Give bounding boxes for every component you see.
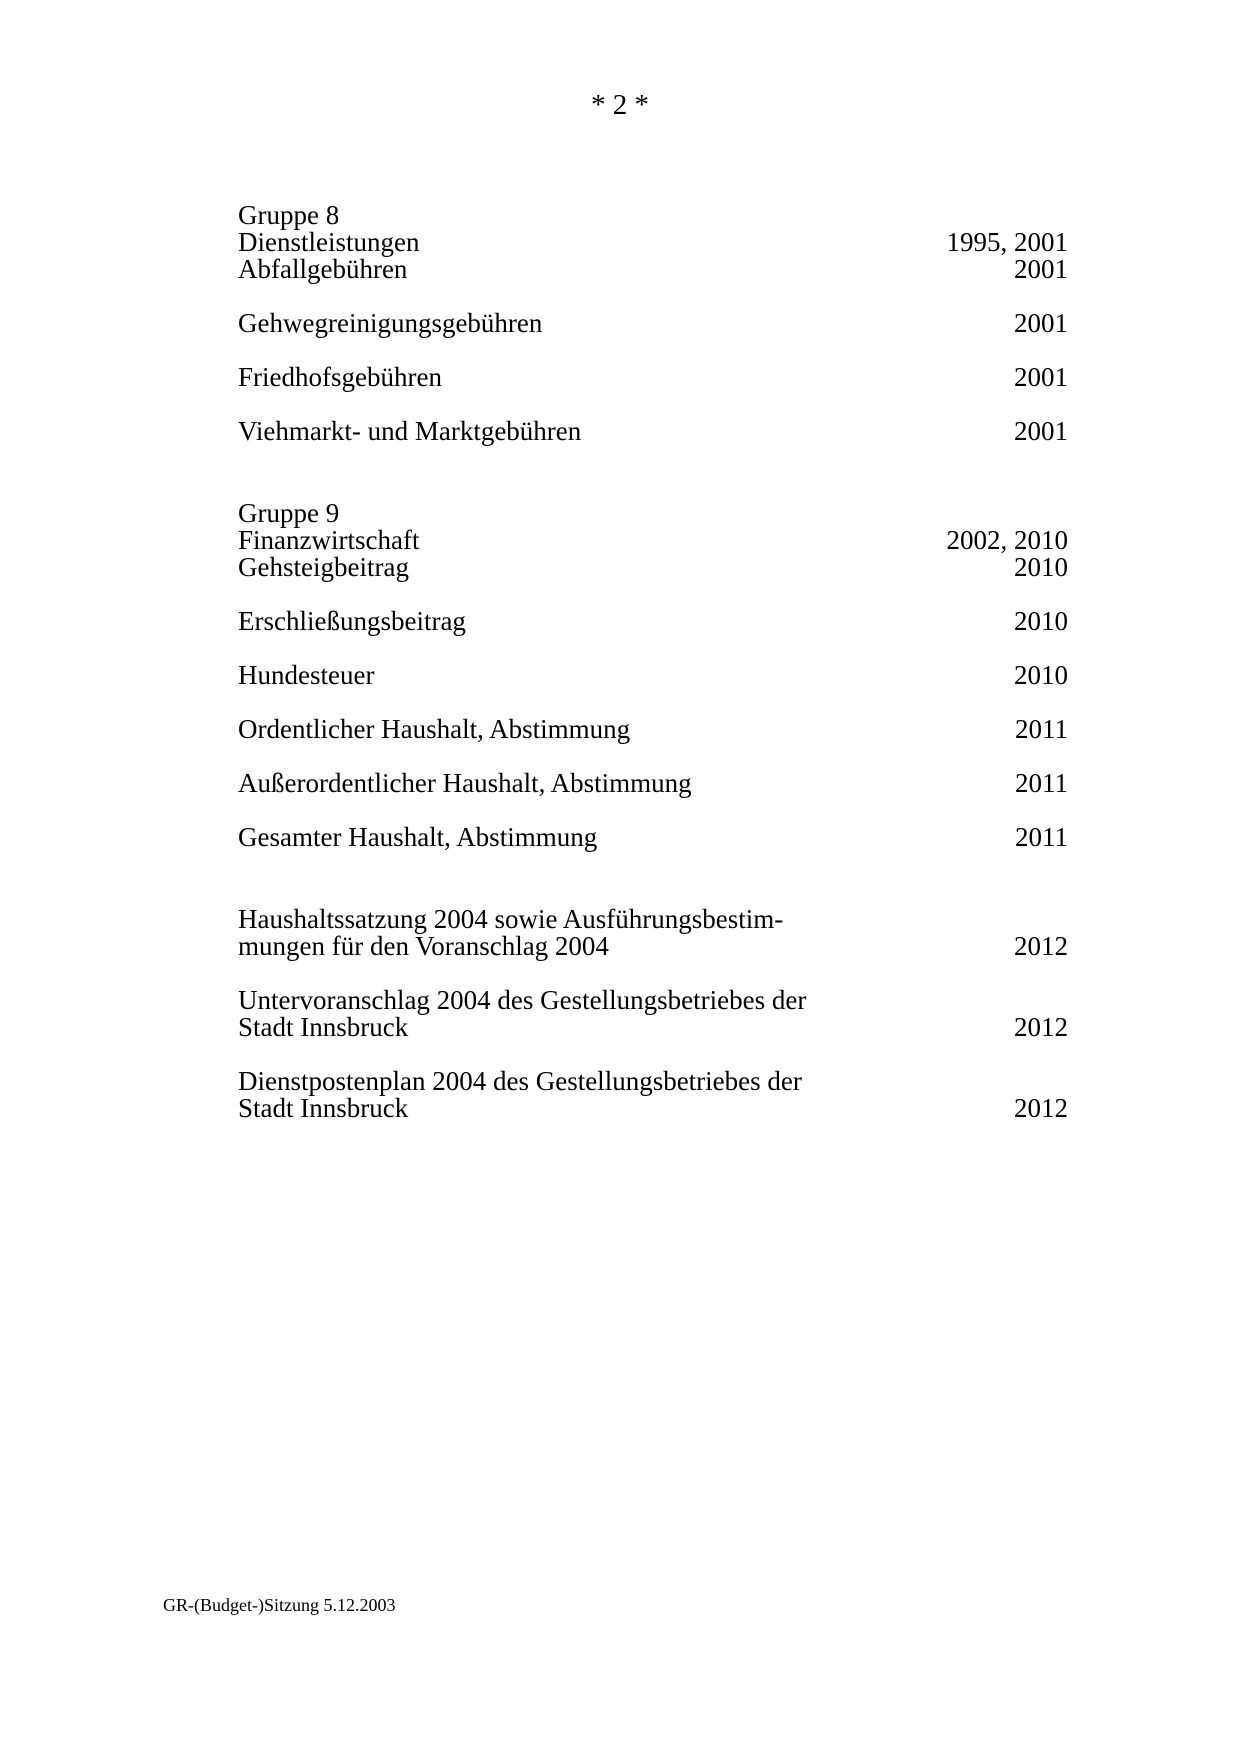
toc-entry-line: Gruppe 8	[238, 200, 340, 230]
toc-entry-page-ref: 2011	[1015, 822, 1068, 852]
toc-entry-page-ref: 2001	[1014, 362, 1068, 392]
toc-entry-page-ref: 2012	[1014, 931, 1068, 961]
toc-entry-page-ref: 2011	[1015, 768, 1068, 798]
toc-entry-line: Abfallgebühren	[238, 254, 408, 284]
toc-entry-page-ref: 2001	[1014, 416, 1068, 446]
toc-entry	[238, 662, 1068, 689]
toc-entry-line: Gesamter Haushalt, Abstimmung	[238, 822, 598, 852]
toc-entry-line: Untervoranschlag 2004 des Gestellungsbetriebes der	[238, 985, 807, 1015]
toc-entry-line: Außerordentlicher Haushalt, Abstimmung	[238, 768, 692, 798]
toc-entry-page-ref: 2010	[1014, 606, 1068, 636]
toc-entry	[238, 1068, 1068, 1122]
toc-entry	[238, 608, 1068, 635]
toc-entry	[238, 770, 1068, 797]
toc-entry	[238, 500, 1068, 554]
toc-entry-page-ref: 2010	[1014, 552, 1068, 582]
toc-entry-line: Gehwegreinigungsgebühren	[238, 308, 543, 338]
toc-entry-line: Viehmarkt- und Marktgebühren	[238, 416, 582, 446]
toc-entry-line: Haushaltssatzung 2004 sowie Ausführungsbestim-	[238, 904, 784, 934]
toc-entry-line: Gruppe 9	[238, 498, 340, 528]
toc-entry-line: Gehsteigbeitrag	[238, 552, 409, 582]
toc-entry	[238, 554, 1068, 581]
page-footer: GR-(Budget-)Sitzung 5.12.2003	[163, 1595, 396, 1615]
toc-entry-line: Finanzwirtschaft	[238, 525, 420, 555]
toc-entry	[238, 418, 1068, 445]
toc-entry	[238, 256, 1068, 283]
toc-entry	[238, 906, 1068, 960]
toc-entry	[238, 364, 1068, 391]
toc-entry-line: Dienstleistungen	[238, 227, 420, 257]
toc-entry	[238, 987, 1068, 1041]
toc-entry-line: Ordentlicher Haushalt, Abstimmung	[238, 714, 631, 744]
toc-entry-page-ref: 2001	[1014, 254, 1068, 284]
toc-entry-line: mungen für den Voranschlag 2004	[238, 931, 609, 961]
toc-entry-line: Stadt Innsbruck	[238, 1093, 409, 1123]
toc-entry-line: Friedhofsgebühren	[238, 362, 442, 392]
toc-entry	[238, 202, 1068, 256]
toc-entry	[238, 824, 1068, 851]
page-number: * 2 *	[591, 89, 649, 121]
toc-entry-page-ref: 2011	[1015, 714, 1068, 744]
toc-entry	[238, 310, 1068, 337]
toc-entry-line: Dienstpostenplan 2004 des Gestellungsbetriebes der	[238, 1066, 802, 1096]
toc-entry-page-ref: 2010	[1014, 660, 1068, 690]
toc-entry-page-ref: 2012	[1014, 1093, 1068, 1123]
toc-entry-line: Erschließungsbeitrag	[238, 606, 466, 636]
toc-entry-page-ref: 1995, 2001	[946, 227, 1068, 257]
toc-entry-page-ref: 2001	[1014, 308, 1068, 338]
toc-entry-line: Stadt Innsbruck	[238, 1012, 409, 1042]
toc-entry-line: Hundesteuer	[238, 660, 375, 690]
toc-entry-page-ref: 2002, 2010	[946, 525, 1068, 555]
toc-entry-page-ref: 2012	[1014, 1012, 1068, 1042]
toc-entry	[238, 716, 1068, 743]
